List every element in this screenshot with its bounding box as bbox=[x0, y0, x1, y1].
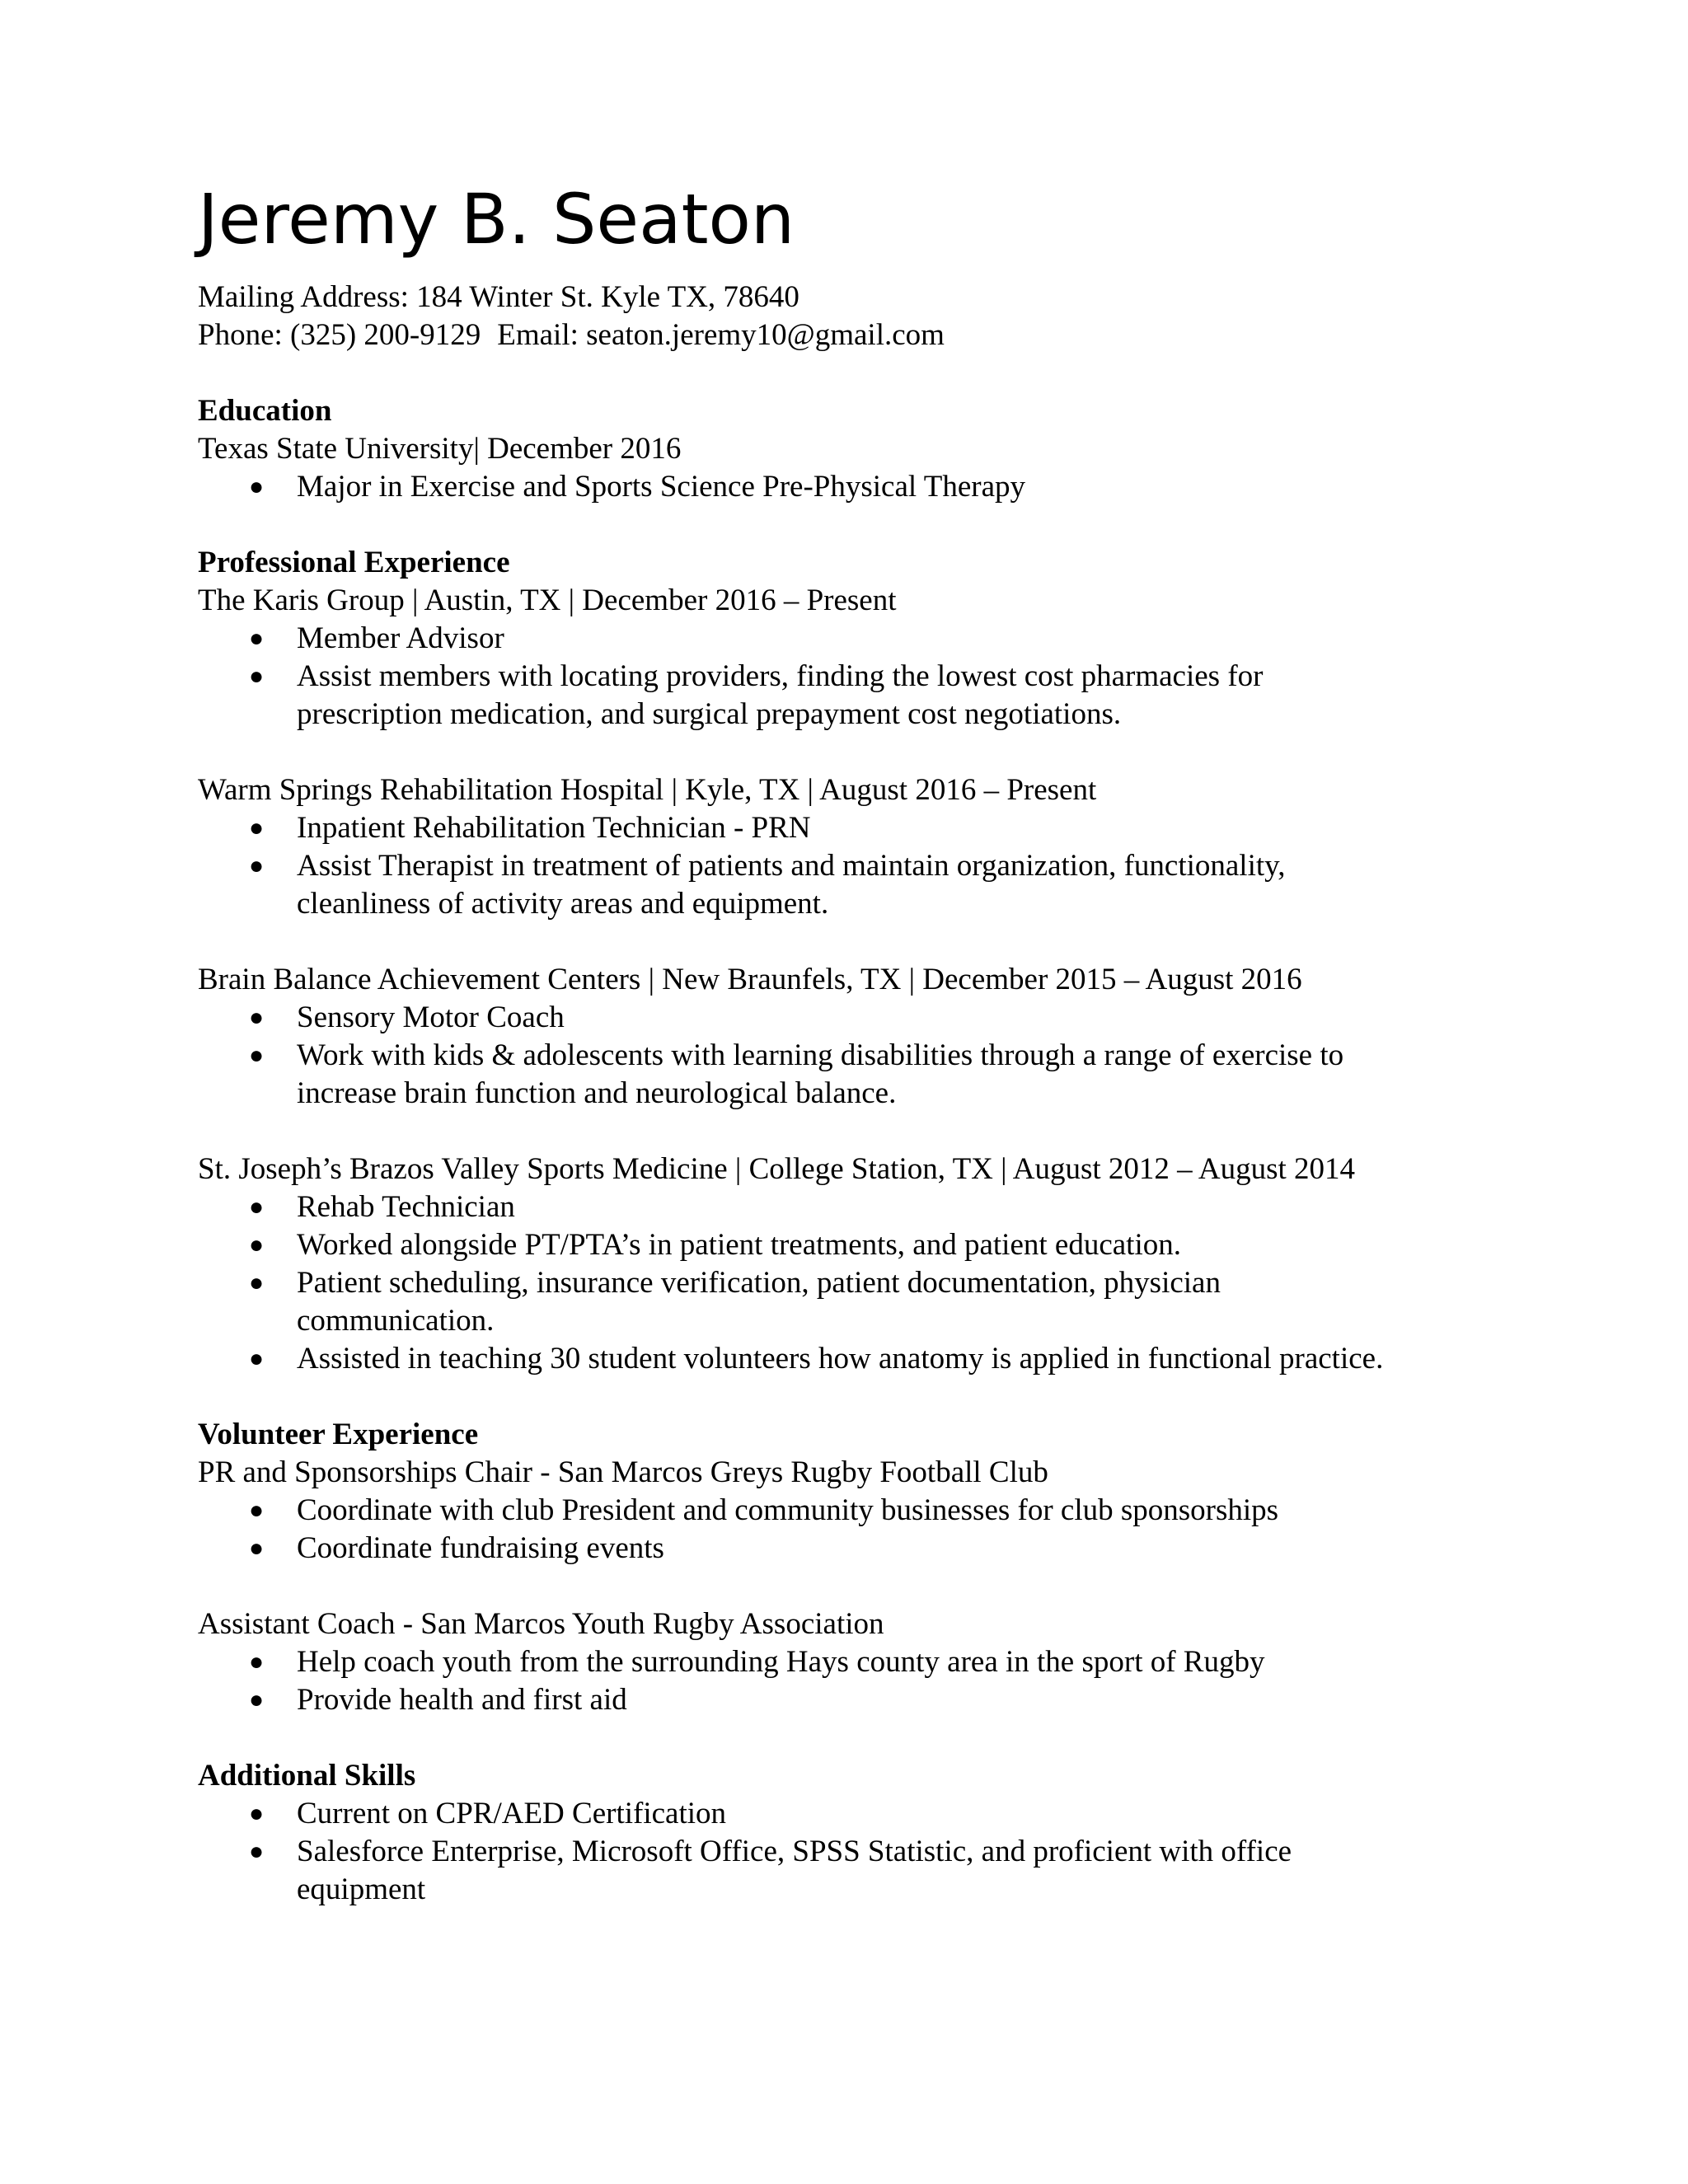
bullet-item: ● Current on CPR/AED Certification bbox=[246, 1795, 1517, 1833]
bullet-item: ● Major in Exercise and Sports Science Pre-Physical Therapy bbox=[246, 468, 1517, 506]
job-entry bbox=[198, 582, 1517, 733]
bullet-icon: ● bbox=[249, 1648, 265, 1675]
education-entry: Texas State University| December 2016 bbox=[198, 432, 682, 466]
education-heading: Education bbox=[198, 394, 332, 428]
bullet-icon: ● bbox=[249, 1686, 265, 1713]
bullet-item: ● Assisted in teaching 30 student volunteers how anatomy is applied in functional practice. bbox=[246, 1340, 1517, 1378]
volunteer-entry bbox=[198, 1605, 1517, 1719]
education-section bbox=[198, 392, 1517, 506]
resume-page bbox=[198, 180, 1517, 1909]
job-bullets bbox=[198, 620, 1517, 733]
volunteer-heading: Volunteer Experience bbox=[198, 1418, 479, 1451]
skills-heading: Additional Skills bbox=[198, 1759, 416, 1793]
job-title: The Karis Group | Austin, TX | December 2016 – Present bbox=[198, 583, 897, 617]
bullet-icon: ● bbox=[249, 473, 265, 500]
bullet-item: ● Salesforce Enterprise, Microsoft Office, SPSS Statistic, and proficient with office equipment bbox=[249, 1835, 1292, 1906]
bullet-item: ● Rehab Technician bbox=[246, 1188, 1517, 1226]
bullet-item: ● Coordinate fundraising events bbox=[246, 1530, 1517, 1568]
skills-section bbox=[198, 1757, 1517, 1909]
bullet-icon: ● bbox=[249, 1800, 265, 1827]
bullet-icon: ● bbox=[249, 1269, 265, 1296]
professional-heading: Professional Experience bbox=[198, 546, 510, 579]
bullet-item: ● Sensory Motor Coach bbox=[246, 999, 1517, 1037]
bullet-item: ● Worked alongside PT/PTA’s in patient treatments, and patient education. bbox=[246, 1226, 1517, 1264]
volunteer-bullets bbox=[198, 1643, 1517, 1719]
job-entry bbox=[198, 771, 1517, 923]
bullet-icon: ● bbox=[249, 1497, 265, 1524]
bullet-icon: ● bbox=[249, 625, 265, 652]
job-title: Warm Springs Rehabilitation Hospital | Kyle, TX | August 2016 – Present bbox=[198, 773, 1097, 807]
volunteer-title: Assistant Coach - San Marcos Youth Rugby Association bbox=[198, 1607, 884, 1641]
job-title: Brain Balance Achievement Centers | New Braunfels, TX | December 2015 – August 2016 bbox=[198, 963, 1302, 996]
applicant-name: Jeremy B. Seaton bbox=[198, 179, 795, 260]
education-bullets bbox=[198, 468, 1517, 506]
bullet-icon: ● bbox=[249, 1042, 265, 1069]
mailing-address: Mailing Address: 184 Winter St. Kyle TX, 78640 bbox=[198, 280, 799, 314]
job-title: St. Joseph’s Brazos Valley Sports Medicine | College Station, TX | August 2012 – August 2014 bbox=[198, 1152, 1356, 1186]
email: Email: seaton.jeremy10@gmail.com bbox=[497, 318, 945, 352]
bullet-item: ● Provide health and first aid bbox=[246, 1681, 1517, 1719]
bullet-item: ● Member Advisor bbox=[246, 620, 1517, 658]
bullet-icon: ● bbox=[249, 1345, 265, 1372]
volunteer-section bbox=[198, 1416, 1517, 1719]
job-bullets bbox=[198, 809, 1517, 923]
bullet-icon: ● bbox=[249, 1535, 265, 1562]
professional-section bbox=[198, 544, 1517, 1378]
bullet-icon: ● bbox=[249, 1231, 265, 1258]
bullet-icon: ● bbox=[249, 1193, 265, 1221]
job-entry bbox=[198, 1151, 1517, 1378]
bullet-item: ● Coordinate with club President and community businesses for club sponsorships bbox=[246, 1492, 1517, 1530]
volunteer-title: PR and Sponsorships Chair - San Marcos Greys Rugby Football Club bbox=[198, 1455, 1048, 1489]
bullet-icon: ● bbox=[249, 663, 265, 690]
bullet-item: ● Work with kids & adolescents with learning disabilities through a range of exercise to increase brain function and neurological balance. bbox=[249, 1038, 1344, 1110]
bullet-item: ● Help coach youth from the surrounding Hays county area in the sport of Rugby bbox=[246, 1643, 1517, 1681]
bullet-item: ● Assist Therapist in treatment of patients and maintain organization, functionality, cleanliness of activity areas and equipment. bbox=[249, 849, 1286, 921]
phone: Phone: (325) 200-9129 bbox=[198, 318, 481, 352]
job-entry bbox=[198, 961, 1517, 1113]
bullet-item: ● Inpatient Rehabilitation Technician - PRN bbox=[246, 809, 1517, 847]
bullet-icon: ● bbox=[249, 852, 265, 879]
bullet-icon: ● bbox=[249, 1838, 265, 1865]
bullet-item: ● Patient scheduling, insurance verification, patient documentation, physician communication. bbox=[249, 1266, 1221, 1338]
skills-bullets bbox=[198, 1795, 1517, 1909]
bullet-icon: ● bbox=[249, 814, 265, 841]
volunteer-entry bbox=[198, 1454, 1517, 1568]
contact-line bbox=[198, 316, 1517, 354]
bullet-icon: ● bbox=[249, 1004, 265, 1031]
bullet-item: ● Assist members with locating providers, finding the lowest cost pharmacies for prescription medication, and surgical prepayment cost negotiations. bbox=[249, 659, 1264, 731]
job-bullets bbox=[198, 999, 1517, 1113]
volunteer-bullets bbox=[198, 1492, 1517, 1568]
job-bullets bbox=[198, 1188, 1517, 1378]
